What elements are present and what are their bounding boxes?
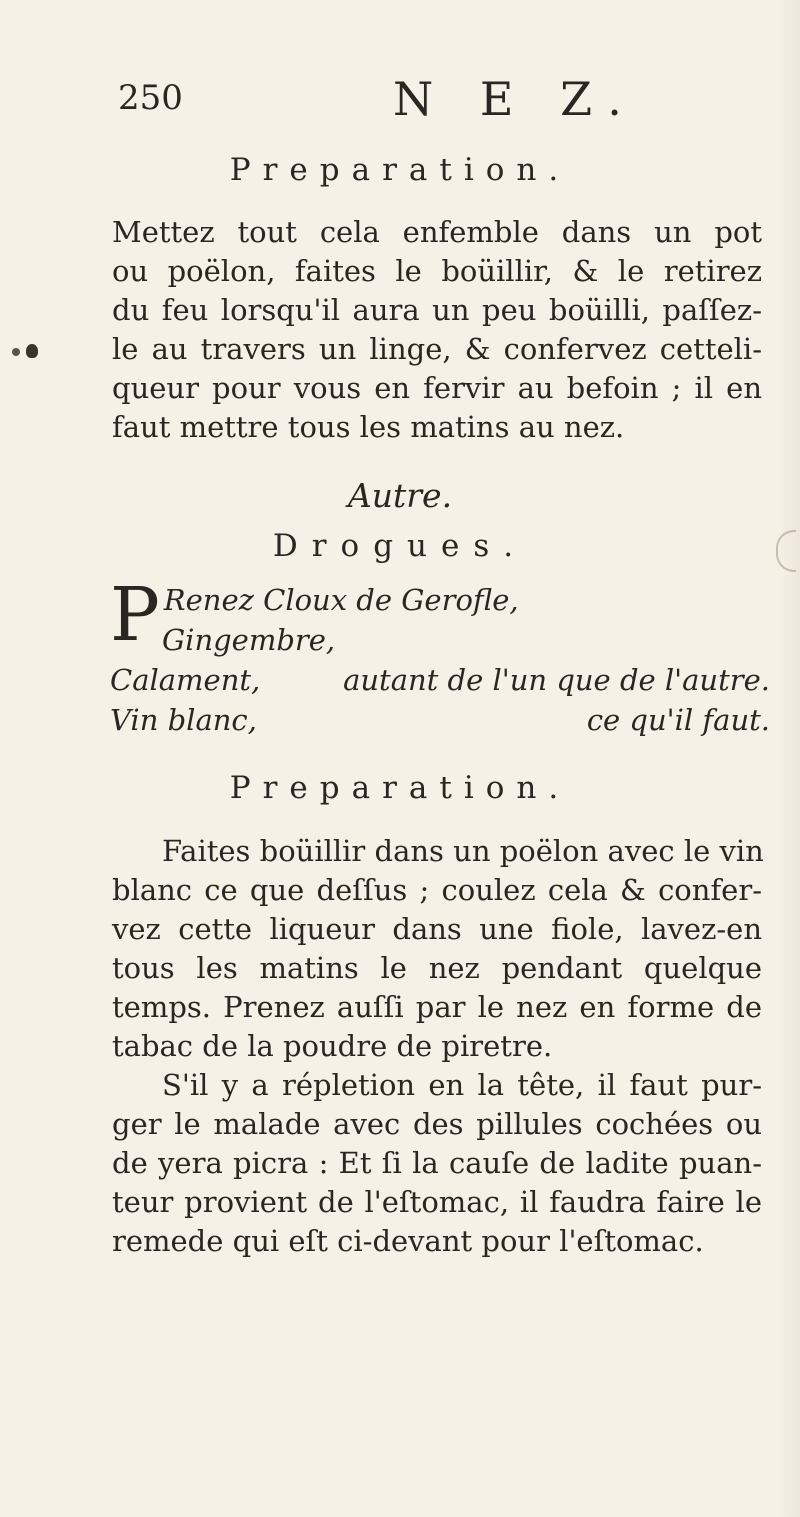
ingredient-vin-blanc: Vin blanc, — [110, 703, 257, 737]
list-item — [110, 660, 770, 700]
text-line: du feu lorsqu'il aura un peu boüilli, paſſez- — [112, 293, 762, 327]
ingredient-calament: Calament, — [110, 663, 261, 697]
text-line: le au travers un linge, & confervez cetteli- — [112, 332, 762, 366]
list-item — [110, 700, 770, 740]
running-head: N E Z. — [393, 72, 638, 126]
drogues-list — [110, 572, 770, 740]
text-line: temps. Prenez auſſi par le nez en forme de — [112, 990, 762, 1024]
section-heading-drogues: Drogues. — [272, 528, 528, 564]
page-number: 250 — [118, 78, 183, 118]
section-heading-preparation-1: Preparation. — [229, 152, 571, 188]
text-line: teur provient de l'eſtomac, il faudra faire le — [112, 1185, 762, 1219]
text-line: queur pour vous en fervir au befoin ; il en — [112, 371, 762, 405]
quantity-note: autant de l'un que de l'autre. — [343, 663, 770, 697]
text-line: remede qui eſt ci-devant pour l'eſtomac. — [112, 1224, 704, 1258]
quantity-note: ce qu'il faut. — [586, 703, 770, 737]
list-item — [110, 620, 770, 660]
text-line: de yera picra : Et ſi la cauſe de ladite puan- — [112, 1146, 762, 1180]
preparation-1-text — [112, 213, 762, 447]
text-line: ou poëlon, faites le boüillir, & le retirez — [112, 254, 762, 288]
text-line: ger le malade avec des pillules cochées ou — [112, 1107, 762, 1141]
text-line: Faites boüillir dans un poëlon avec le vin — [162, 834, 764, 868]
text-line: faut mettre tous les matins au nez. — [112, 410, 625, 444]
ink-spot-decoration — [12, 348, 20, 356]
autre-title: Autre. — [347, 476, 453, 515]
text-line: S'il y a répletion en la tête, il faut pur- — [162, 1068, 762, 1102]
text-line: vez cette liqueur dans une fiole, lavez-en — [112, 912, 762, 946]
page-gutter-shadow — [778, 0, 800, 1517]
page-header — [118, 72, 740, 132]
section-heading-preparation-2: Preparation. — [229, 770, 571, 806]
ink-spot-decoration — [26, 344, 38, 358]
text-line: blanc ce que deſſus ; coulez cela & confer- — [112, 873, 762, 907]
drop-cap: P — [110, 572, 160, 658]
text-line: tabac de la poudre de piretre. — [112, 1029, 553, 1063]
ingredient-clous-de-girofle: Renez Cloux de Gerofle, — [163, 583, 519, 617]
text-line: Mettez tout cela enfemble dans un pot — [112, 215, 762, 249]
ingredient-gingembre: Gingembre, — [162, 623, 336, 657]
text-line: tous les matins le nez pendant quelque — [112, 951, 762, 985]
preparation-2-text — [112, 832, 762, 1261]
